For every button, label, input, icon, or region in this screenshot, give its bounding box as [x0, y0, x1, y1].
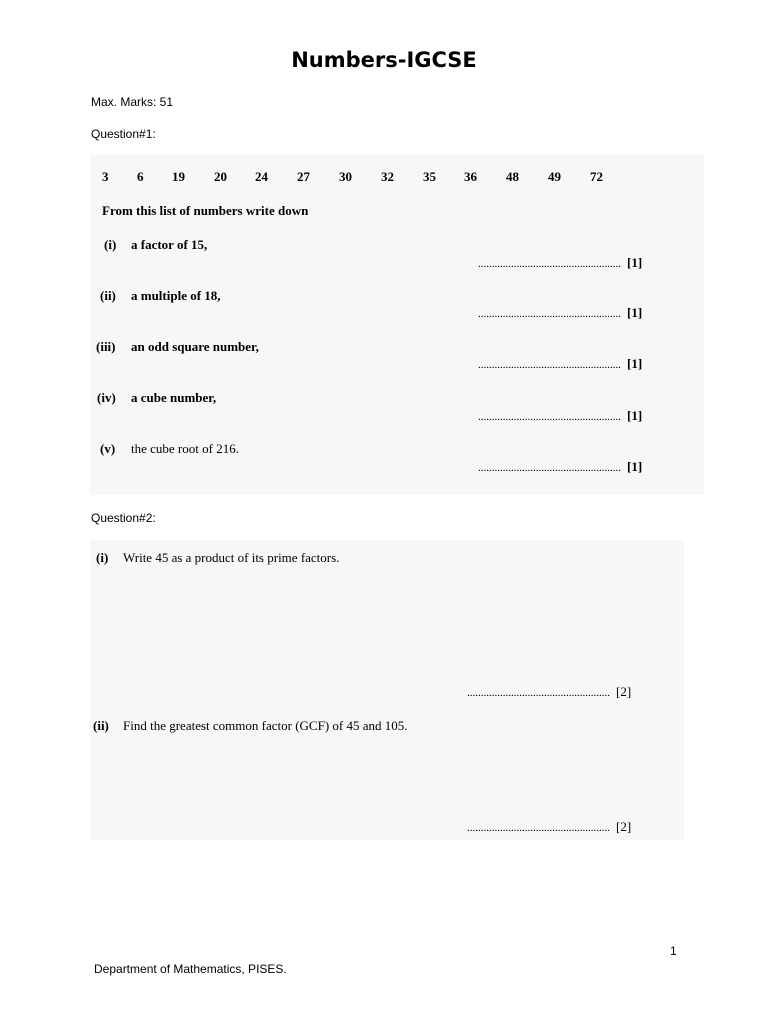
- answer-line: [478, 255, 642, 271]
- marks-label: [1]: [627, 305, 643, 320]
- part-label: (i): [104, 237, 117, 252]
- number-item: 3: [102, 169, 109, 184]
- number-item: 48: [506, 169, 519, 184]
- answer-dots: ....................................................: [478, 258, 621, 270]
- answer-line: [467, 684, 631, 700]
- part-label: (i): [96, 550, 109, 565]
- answer-line: [467, 819, 631, 835]
- marks-label: [2]: [616, 819, 632, 834]
- answer-line: [478, 459, 642, 475]
- answer-line: [478, 305, 642, 321]
- part-label: (ii): [100, 288, 116, 303]
- max-marks: Max. Marks: 51: [91, 95, 174, 109]
- answer-dots: ....................................................: [478, 411, 621, 423]
- number-item: 24: [255, 169, 268, 184]
- page-title: Numbers-IGCSE: [291, 48, 477, 72]
- number-item: 49: [548, 169, 561, 184]
- answer-dots: ....................................................: [467, 687, 610, 699]
- marks-label: [1]: [627, 459, 643, 474]
- part-text: a multiple of 18,: [131, 288, 221, 303]
- page-number: 1: [670, 944, 677, 958]
- page-footer: Department of Mathematics, PISES.: [94, 962, 287, 976]
- answer-dots: ....................................................: [478, 308, 621, 320]
- part-text: Find the greatest common factor (GCF) of 45 and 105.: [123, 718, 408, 733]
- number-item: 35: [423, 169, 436, 184]
- question1-scan: [90, 155, 704, 495]
- question1-heading: Question#1:: [91, 127, 156, 141]
- part-text: the cube root of 216.: [131, 441, 239, 456]
- number-item: 27: [297, 169, 310, 184]
- marks-label: [1]: [627, 408, 643, 423]
- number-item: 32: [381, 169, 394, 184]
- answer-line: [478, 356, 642, 372]
- part-label: (iv): [97, 390, 116, 405]
- answer-dots: ....................................................: [467, 822, 610, 834]
- marks-label: [2]: [616, 684, 632, 699]
- question2-heading: Question#2:: [91, 511, 156, 525]
- question2-scan: [90, 540, 684, 840]
- part-label: (iii): [96, 339, 116, 354]
- answer-line: [478, 408, 642, 424]
- part-text: Write 45 as a product of its prime factors.: [123, 550, 340, 565]
- number-item: 36: [464, 169, 477, 184]
- marks-label: [1]: [627, 356, 643, 371]
- number-item: 30: [339, 169, 352, 184]
- part-text: an odd square number,: [131, 339, 259, 354]
- marks-label: [1]: [627, 255, 643, 270]
- part-text: a factor of 15,: [131, 237, 208, 252]
- part-label: (v): [100, 441, 116, 456]
- number-item: 72: [590, 169, 603, 184]
- part-label: (ii): [93, 718, 109, 733]
- number-item: 20: [214, 169, 227, 184]
- answer-dots: ....................................................: [478, 462, 621, 474]
- part-text: a cube number,: [131, 390, 217, 405]
- number-item: 19: [172, 169, 185, 184]
- answer-dots: ....................................................: [478, 359, 621, 371]
- number-item: 6: [137, 169, 144, 184]
- instruction: From this list of numbers write down: [102, 203, 309, 218]
